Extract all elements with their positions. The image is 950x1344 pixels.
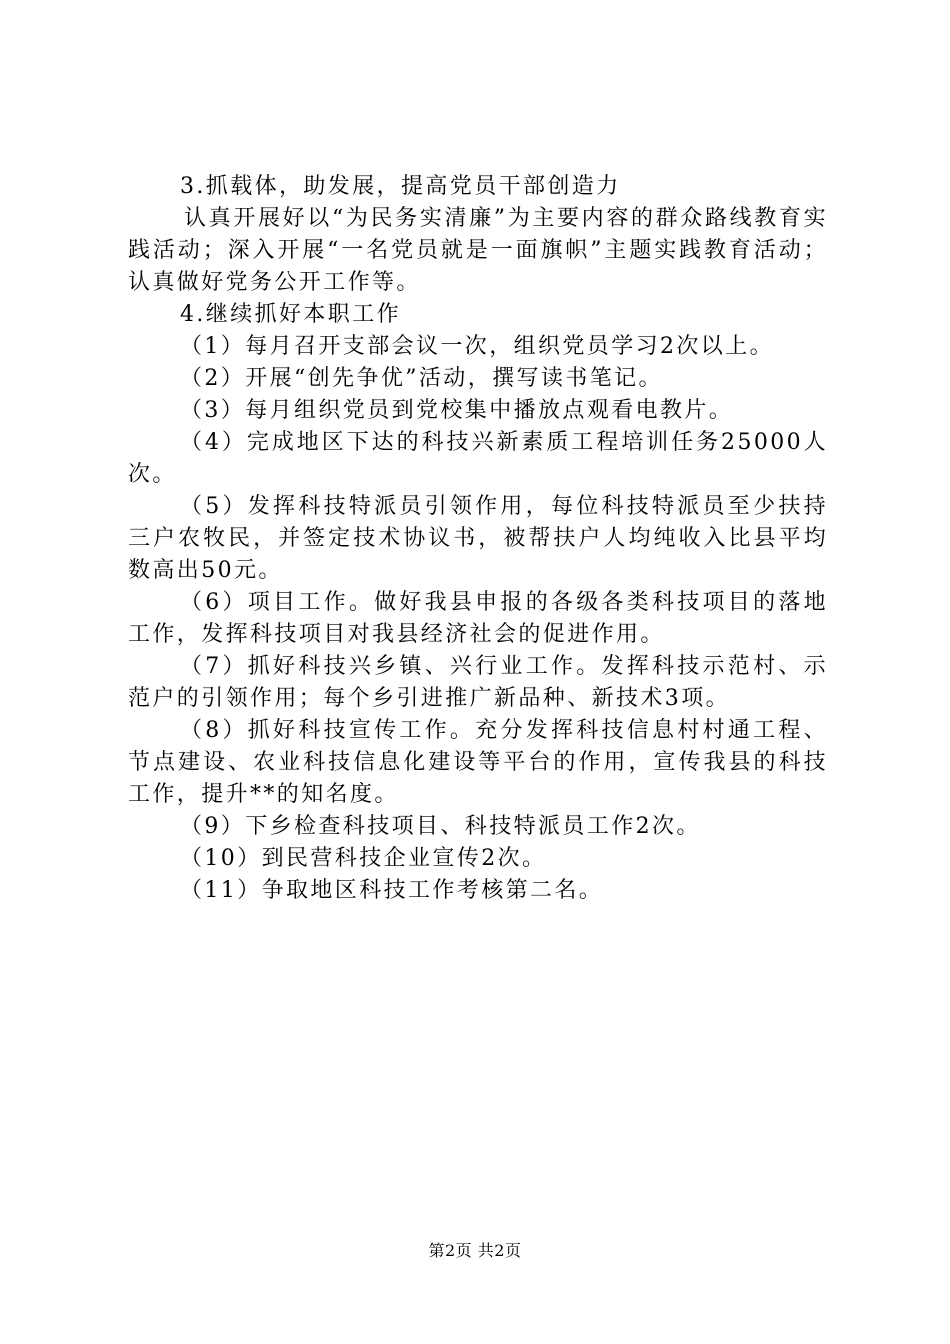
- section-heading-4: 4.继续抓好本职工作: [180, 302, 401, 327]
- list-item-5: （5）发挥科技特派员引领作用，每位科技特派员至少扶持三户农牧民，并签定技术协议书，被帮扶户人均纯收入比县平均数高出50元。: [128, 494, 828, 583]
- list-item-9: （9）下乡检查科技项目、科技特派员工作2次。: [180, 814, 701, 839]
- list-item-8: （8）抓好科技宣传工作。充分发挥科技信息村村通工程、节点建设、农业科技信息化建设等平台的作用，宣传我县的科技工作，提升**的知名度。: [128, 718, 828, 807]
- section-3-paragraph: 认真开展好以“为民务实清廉”为主要内容的群众路线教育实践活动；深入开展“一名党员就是一面旗帜”主题实践教育活动；认真做好党务公开工作等。: [128, 206, 828, 295]
- page-footer: [0, 1241, 950, 1261]
- list-item-10: （10）到民营科技企业宣传2次。: [180, 846, 547, 871]
- page-number-label: 第2页 共2页: [428, 1241, 522, 1260]
- document-body: [128, 171, 828, 907]
- list-item-7: （7）抓好科技兴乡镇、兴行业工作。发挥科技示范村、示范户的引领作用；每个乡引进推广新品种、新技术3项。: [128, 654, 828, 711]
- list-item-4: （4）完成地区下达的科技兴新素质工程培训任务25000人次。: [128, 430, 828, 487]
- list-item-3: （3）每月组织党员到党校集中播放点观看电教片。: [180, 398, 734, 423]
- list-item-11: （11）争取地区科技工作考核第二名。: [180, 878, 604, 903]
- list-item-1: （1）每月召开支部会议一次，组织党员学习2次以上。: [180, 334, 774, 359]
- list-item-2: （2）开展“创先争优”活动，撰写读书笔记。: [180, 366, 663, 391]
- section-heading-3: 3.抓载体，助发展，提高党员干部创造力: [180, 174, 621, 199]
- list-item-6: （6）项目工作。做好我县申报的各级各类科技项目的落地工作，发挥科技项目对我县经济社会的促进作用。: [128, 590, 828, 647]
